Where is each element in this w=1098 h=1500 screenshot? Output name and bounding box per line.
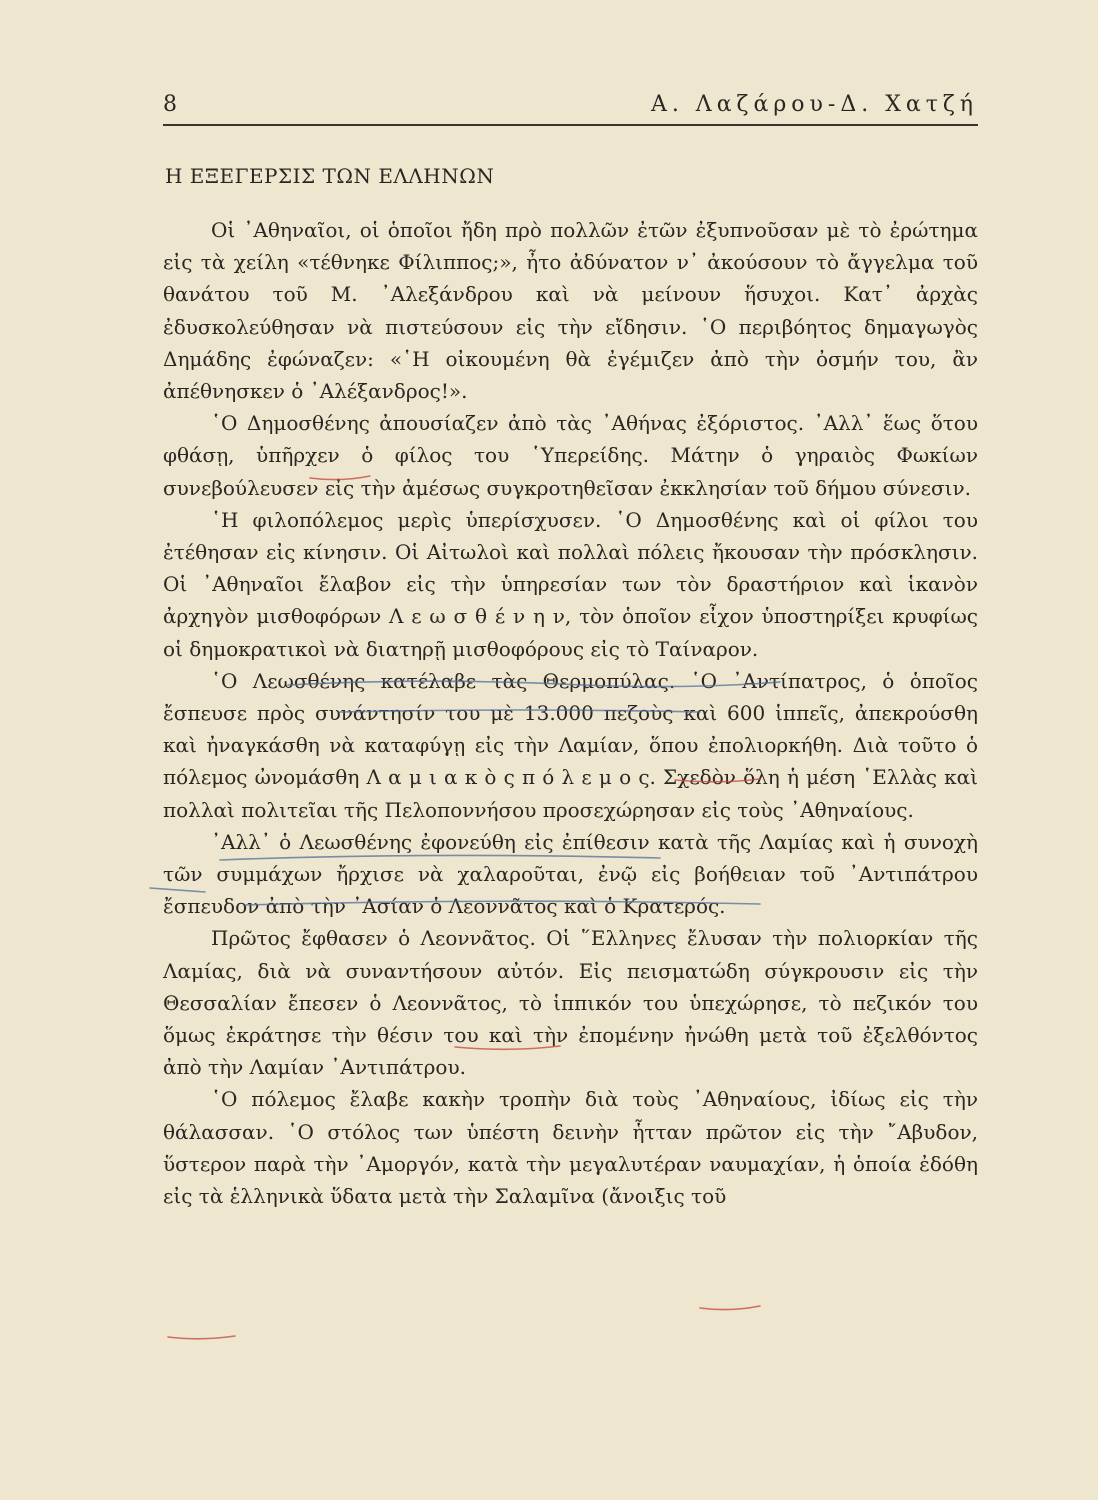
body-text: [163, 214, 978, 1212]
paragraph-2: ῾Ο Δημοσθένης ἀπουσίαζεν ἀπὸ τὰς ᾿Αθήνας ἐξόριστος. ᾿Αλλ᾿ ἕως ὅτου φθάσῃ, ὑπῆρχεν ὁ φίλος του ῾Υπερείδης. Μάτην ὁ γηραιὸς Φωκίων συνεβούλευσεν εἰς τὴν ἀμέσως συγκροτηθεῖσαν ἐκκλησίαν τοῦ δήμου σύνεσιν.: [163, 411, 978, 500]
section-title: Η ΕΞΕΓΕΡΣΙΣ ΤΩΝ ΕΛΛΗΝΩΝ: [165, 164, 495, 188]
paragraph-4: ῾Ο Λεωσθένης κατέλαβε τὰς Θερμοπύλας. ῾Ο ᾿Αντίπατρος, ὁ ὁποῖος ἔσπευσε πρὸς συνάντησίν του μὲ 13.000 πεζοὺς καὶ 600 ἱππεῖς, ἀπεκρούσθη καὶ ἠναγκάσθη νὰ καταφύγῃ εἰς τὴν Λαμίαν, ὅπου ἐπολιορκήθη. Διὰ τοῦτο ὁ πόλεμος ὠνομάσθη Λ α μ ι α κ ὸ ς π ό λ ε μ ο ς. Σχεδὸν ὅλη ἡ μέση ῾Ελλὰς καὶ πολλαὶ πολιτεῖαι τῆς Πελοποννήσου προσεχώρησαν εἰς τοὺς ᾿Αθηναίους.: [163, 668, 978, 822]
running-head-authors: Α. Λαζάρου-Δ. Χατζή: [650, 92, 978, 117]
paragraph-6: Πρῶτος ἔφθασεν ὁ Λεοννᾶτος. Οἱ ῞Ελληνες ἔλυσαν τὴν πολιορκίαν τῆς Λαμίας, διὰ νὰ συναντήσουν αὐτόν. Εἰς πεισματώδη σύγκρουσιν εἰς τὴν Θεσσαλίαν ἔπεσεν ὁ Λεοννᾶτος, τὸ ἱππικόν του ὑπεχώρησε, τὸ πεζικόν του ὅμως ἐκράτησε τὴν θέσιν του καὶ τὴν ἐπομένην ἠνώθη μετὰ τοῦ ἐξελθόντος ἀπὸ τὴν Λαμίαν ᾿Αντιπάτρου.: [163, 926, 978, 1080]
page-number: 8: [163, 92, 177, 117]
paragraph-7: ῾Ο πόλεμος ἔλαβε κακὴν τροπὴν διὰ τοὺς ᾿Αθηναίους, ἰδίως εἰς τὴν θάλασσαν. ῾Ο στόλος των ὑπέστη δεινὴν ἧτταν πρῶτον εἰς τὴν ῎Αβυδον, ὕστερον παρὰ τὴν ᾿Αμοργόν, κατὰ τὴν μεγαλυτέραν ναυμαχίαν, ἡ ὁποία ἐδόθη εἰς τὰ ἑλληνικὰ ὕδατα μετὰ τὴν Σαλαμῖνα (ἄνοιξις τοῦ: [163, 1087, 978, 1209]
paragraph-3: ῾Η φιλοπόλεμος μερὶς ὑπερίσχυσεν. ῾Ο Δημοσθένης καὶ οἱ φίλοι του ἐτέθησαν εἰς κίνησιν. Οἱ Αἰτωλοὶ καὶ πολλαὶ πόλεις ἤκουσαν τὴν πρόσκλησιν. Οἱ ᾿Αθηναῖοι ἔλαβον εἰς τὴν ὑπηρεσίαν των τὸν δραστήριον καὶ ἱκανὸν ἀρχηγὸν μισθοφόρων Λ ε ω σ θ έ ν η ν, τὸν ὁποῖον εἶχον ὑποστηρίξει κρυφίως οἱ δημοκρατικοὶ νὰ διατηρῇ μισθοφόρους εἰς τὸ Ταίναρον.: [163, 507, 978, 661]
header-rule: [163, 124, 978, 126]
red-underline: [168, 1336, 235, 1339]
red-underline: [700, 1306, 760, 1310]
paragraph-5: ᾿Αλλ᾿ ὁ Λεωσθένης ἐφονεύθη εἰς ἐπίθεσιν κατὰ τῆς Λαμίας καὶ ἡ συνοχὴ τῶν συμμάχων ἤρχισε νὰ χαλαροῦται, ἐνῷ εἰς βοήθειαν τοῦ ᾿Αντιπάτρου ἔσπευδον ἀπὸ τὴν ᾿Ασίαν ὁ Λεοννᾶτος καὶ ὁ Κρατερός.: [163, 829, 978, 919]
paragraph-1: Οἱ ᾿Αθηναῖοι, οἱ ὁποῖοι ἤδη πρὸ πολλῶν ἐτῶν ἐξυπνοῦσαν μὲ τὸ ἐρώτημα εἰς τὰ χείλη «τέθνηκε Φίλιππος;», ἦτο ἀδύνατον ν᾿ ἀκούσουν τὸ ἄγγελμα τοῦ θανάτου τοῦ Μ. ᾿Αλεξάνδρου καὶ νὰ μείνουν ἥσυχοι. Κατ᾿ ἀρχὰς ἐδυσκολεύθησαν νὰ πιστεύσουν εἰς τὴν εἴδησιν. ῾Ο περιβόητος δημαγωγὸς Δημάδης ἐφώναζεν: «῾Η οἰκουμένη θὰ ἐγέμιζεν ἀπὸ τὴν ὀσμήν του, ἂν ἀπέθνησκεν ὁ ᾿Αλέξανδρος!».: [163, 218, 978, 404]
